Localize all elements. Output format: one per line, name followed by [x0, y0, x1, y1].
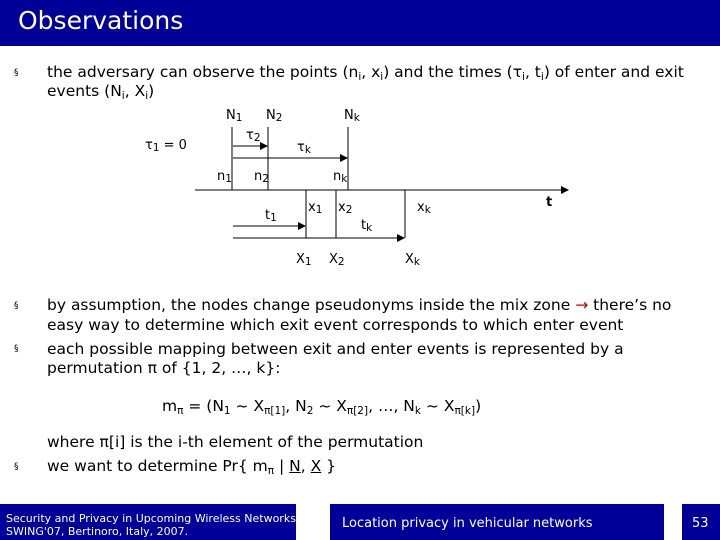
bullet-marker-2: §: [14, 301, 19, 311]
permutation-formula: $m_\pi = (N_1$ ~ $X_{\pi[1]}$, $N_2$ ~ $X_{\pi[2]}$, …, $N_k$ ~ $X_{\pi[k]}$): [162, 397, 482, 417]
arrow-icon: →: [575, 296, 589, 314]
bullet-marker-1: §: [14, 68, 19, 78]
label-N1: N1: [226, 108, 243, 124]
bullet-1-line-2: events ($N_i$, $X_i$): [47, 82, 155, 102]
label-n1: n1: [217, 169, 232, 185]
bullet-3-line-2: permutation π of {1, 2, …, k}:: [47, 359, 281, 377]
label-tauk: τk: [297, 140, 311, 156]
where-line: where π[i] is the i-th element of the permutation: [47, 433, 424, 451]
bullet-3-line-1: each possible mapping between exit and enter events is represented by a: [47, 340, 624, 358]
label-tau2: τ2: [246, 128, 261, 144]
label-time-axis: t: [546, 195, 553, 210]
page-number: 53: [692, 516, 709, 531]
label-x1: x1: [308, 200, 323, 216]
bullet-marker-3: §: [14, 344, 19, 354]
slide-title: Observations: [18, 6, 184, 35]
label-Xk: Xk: [405, 252, 420, 268]
bullet-4-line-1: we want to determine Pr{ $m_\pi$ | N, X }: [47, 457, 337, 477]
label-tau1: τ1 = 0: [145, 138, 187, 154]
label-X1: X1: [296, 252, 312, 268]
footer-topic: Location privacy in vehicular networks: [342, 516, 593, 531]
label-tk: tk: [361, 218, 373, 234]
label-nk: nk: [333, 169, 348, 185]
footer-conference-line-2: SWING'07, Bertinoro, Italy, 2007.: [6, 525, 189, 538]
label-n2: n2: [254, 169, 269, 185]
label-xk: xk: [417, 200, 431, 216]
bullet-2-line-2: easy way to determine which exit event corresponds to which enter event: [47, 316, 624, 334]
footer-conference-line-1: Security and Privacy in Upcoming Wireless Networks: [6, 512, 296, 525]
label-t1: t1: [265, 208, 277, 224]
label-x2: x2: [338, 200, 353, 216]
label-Nk: Nk: [344, 108, 360, 124]
label-X2: X2: [329, 252, 345, 268]
bullet-2-line-1: by assumption, the nodes change pseudonyms inside the mix zone → there’s no: [47, 296, 672, 314]
label-N2: N2: [266, 108, 283, 124]
bullet-marker-4: §: [14, 462, 19, 472]
bullet-1-line-1: the adversary can observe the points ($n_i$, $x_i$) and the times ($\tau_i$, $t_i$) of enter and exit: [47, 63, 684, 83]
